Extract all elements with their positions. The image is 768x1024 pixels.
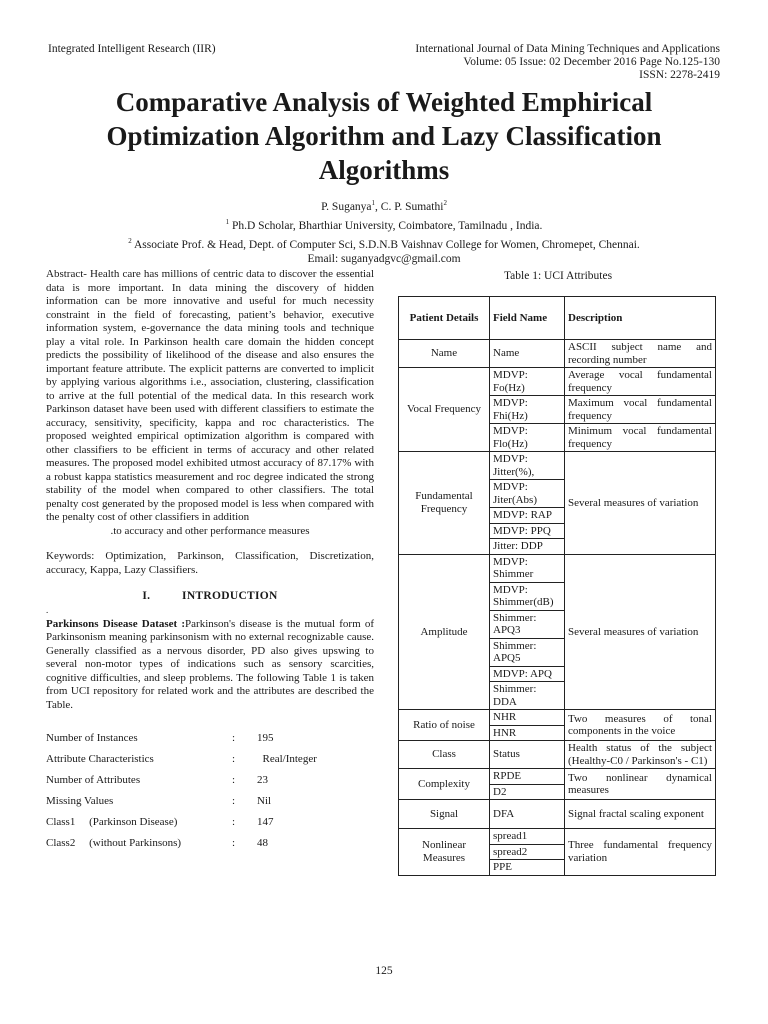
cell-patient-details: Signal xyxy=(399,800,490,829)
intro-paragraph xyxy=(46,618,374,713)
cell-patient-details: Complexity xyxy=(399,769,490,800)
cell-description: Three fundamental frequency variation xyxy=(565,829,716,876)
stat-colon: : xyxy=(232,774,236,786)
cell-field-name: Status xyxy=(490,741,565,769)
title-line: Comparative Analysis of Weighted Emphirical xyxy=(115,87,653,117)
cell-description: Maximum vocal fundamental frequency xyxy=(565,396,716,424)
cell-field-name: MDVP: Jiter(Abs) xyxy=(490,480,565,508)
cell-patient-details: Name xyxy=(399,340,490,368)
table-row xyxy=(399,829,716,845)
stat-label: Number of Attributes xyxy=(46,774,141,786)
cell-field-name: NHR xyxy=(490,710,565,726)
stat-row xyxy=(46,753,374,774)
cell-field-name: MDVP: PPQ xyxy=(490,523,565,539)
dataset-stats xyxy=(46,732,374,858)
stat-value: 23 xyxy=(257,774,268,786)
cell-field-name: MDVP: Fhi(Hz) xyxy=(490,396,565,424)
cell-field-name: MDVP: Fo(Hz) xyxy=(490,368,565,396)
cell-description: Two nonlinear dynamical measures xyxy=(565,769,716,800)
table-caption: Table 1: UCI Attributes xyxy=(503,270,613,282)
affiliation xyxy=(0,215,768,234)
author-names xyxy=(0,196,768,215)
cell-field-name: D2 xyxy=(490,784,565,800)
affiliation-marker: 2 xyxy=(128,236,132,245)
cell-field-name: Shimmer: APQ3 xyxy=(490,610,565,638)
stray-dot: . xyxy=(46,604,49,615)
cell-field-name: spread2 xyxy=(490,844,565,860)
journal-name: International Journal of Data Mining Techniques and Applications xyxy=(415,43,720,55)
cell-field-name: MDVP: Shimmer(dB) xyxy=(490,582,565,610)
cell-field-name: MDVP: APQ xyxy=(490,666,565,682)
affiliation-text: Ph.D Scholar, Bharthiar University, Coimbatore, Tamilnadu , India. xyxy=(229,219,543,232)
cell-field-name: MDVP: RAP xyxy=(490,508,565,524)
stat-label: Class2 (without Parkinsons) xyxy=(46,837,182,849)
cell-patient-details: Nonlinear Measures xyxy=(399,829,490,876)
paragraph-body: Parkinson's disease is the mutual form of Parkinsonism meaning parkinsonism with no external recognizable cause. Generally classified as a nervous disorder, PD also gives upswing to several non-motor types of indications such as sensory scarcities, cognitive difficulties, and sleep problems. The following Table 1 is taken from UCI repository for related work and the attributes are described the Table. xyxy=(46,617,374,711)
stat-colon: : xyxy=(232,753,236,765)
cell-field-name: RPDE xyxy=(490,769,565,785)
stat-colon: : xyxy=(232,816,236,828)
cell-field-name: Shimmer: DDA xyxy=(490,682,565,710)
cell-field-name: Name xyxy=(490,340,565,368)
cell-field-name: MDVP: Shimmer xyxy=(490,554,565,582)
cell-field-name: MDVP: Jitter(%), xyxy=(490,452,565,480)
page-number: 125 xyxy=(375,965,393,977)
cell-patient-details: Vocal Frequency xyxy=(399,368,490,452)
header-description: Description xyxy=(565,297,716,340)
affiliation-marker: 1 xyxy=(371,199,376,207)
author-name: P. Suganya xyxy=(321,200,372,213)
cell-description: Health status of the subject (Healthy-C0 / Parkinson's - C1) xyxy=(565,741,716,769)
table-row xyxy=(399,741,716,769)
abstract-text: Abstract- Health care has millions of centric data to discover the essential data is more important. In data mining the discovery of hidden information can be more innovative and useful for much necessity constraint in the field of forecasting, patient’s behavior, executive information system, e-governance the data mining tools and technique play a vital role. In Parkinson health care domain the hidden concept predicts the possibility of likelihood of the disease and also ensures the important feature attribute. The explicit patterns are converted to implicit by applying various algorithms i.e., association, clustering, classification to arrive at the full potential of the medical data. In this research work Parkinson dataset have been used with different classifiers to estimate the accuracy, sensitivity, specificity, kappa and roc characteristics. The proposed weighted empirical optimization algorithm is compared with other classifiers to be efficient in terms of accuracy and other related measures. The proposed model exhibited utmost accuracy of 87.17% with a robust kappa statistics measurement and roc degree indicated the strong stability of the model when compared to other classifiers. The total penalty cost generated by the proposed model is less when compared with the penalty cost of other classifiers in addition xyxy=(46,268,374,523)
keywords: Keywords: Optimization, Parkinson, Classification, Discretization, accuracy, Kappa, Lazy Classifiers. xyxy=(46,550,374,576)
cell-description: Minimum vocal fundamental frequency xyxy=(565,424,716,452)
cell-description: Two measures of tonal components in the voice xyxy=(565,710,716,741)
author-separator: , xyxy=(375,200,381,213)
journal-issn: ISSN: 2278-2419 xyxy=(639,69,720,81)
stat-row xyxy=(46,732,374,753)
paragraph-lead: Parkinsons Disease Dataset : xyxy=(46,617,186,630)
stat-colon: : xyxy=(232,837,236,849)
paper-title xyxy=(30,85,738,187)
stat-row xyxy=(46,816,374,837)
left-column xyxy=(46,268,374,858)
table-row xyxy=(399,368,716,396)
journal-info xyxy=(340,43,720,82)
table-row xyxy=(399,340,716,368)
stat-label: Attribute Characteristics xyxy=(46,753,154,765)
cell-field-name: Shimmer: APQ5 xyxy=(490,638,565,666)
cell-description: ASCII subject name and recording number xyxy=(565,340,716,368)
cell-field-name: spread1 xyxy=(490,829,565,845)
header-field-name: Field Name xyxy=(490,297,565,340)
stat-value: Nil xyxy=(257,795,272,807)
cell-field-name: PPE xyxy=(490,860,565,876)
cell-patient-details: Ratio of noise xyxy=(399,710,490,741)
stat-value: 48 xyxy=(257,837,268,849)
stat-value: 147 xyxy=(257,816,274,828)
table-row xyxy=(399,769,716,785)
affiliation-marker: 1 xyxy=(225,217,230,226)
journal-volume: Volume: 05 Issue: 02 December 2016 Page No.125-130 xyxy=(463,56,720,68)
stat-label: Class1 (Parkinson Disease) xyxy=(46,816,178,828)
cell-field-name: HNR xyxy=(490,725,565,741)
table-row xyxy=(399,452,716,480)
title-line: Optimization Algorithm and Lazy Classification xyxy=(106,121,662,151)
table-row xyxy=(399,710,716,726)
section-heading-introduction: I. INTRODUCTION xyxy=(142,590,278,602)
affiliation-text: Associate Prof. & Head, Dept. of Computer Sci, S.D.N.B Vaishnav College for Women, Chromepet, Chennai. xyxy=(131,238,640,251)
cell-patient-details: Fundamental Frequency xyxy=(399,452,490,555)
abstract-last-line: .to accuracy and other performance measures xyxy=(110,524,310,537)
cell-field-name: Jitter: DDP xyxy=(490,539,565,555)
title-line: Algorithms xyxy=(318,155,450,185)
table-row xyxy=(399,554,716,582)
cell-field-name: MDVP: Flo(Hz) xyxy=(490,424,565,452)
author-email: Email: suganyadgvc@gmail.com xyxy=(307,253,461,266)
stat-label: Number of Instances xyxy=(46,732,138,744)
author-name: C. P. Sumathi xyxy=(380,200,444,213)
table-row xyxy=(399,800,716,829)
cell-patient-details: Amplitude xyxy=(399,554,490,710)
cell-description: Several measures of variation xyxy=(565,554,716,710)
author-block xyxy=(0,196,768,267)
stat-row xyxy=(46,795,374,816)
uci-attributes-table xyxy=(398,296,716,876)
stat-value: 195 xyxy=(257,732,274,744)
cell-field-name: DFA xyxy=(490,800,565,829)
stat-row xyxy=(46,774,374,795)
cell-description: Average vocal fundamental frequency xyxy=(565,368,716,396)
journal-publisher: Integrated Intelligent Research (IIR) xyxy=(48,43,216,55)
cell-description: Several measures of variation xyxy=(565,452,716,555)
affiliation xyxy=(0,234,768,253)
affiliation-marker: 2 xyxy=(443,199,447,207)
header-patient-details: Patient Details xyxy=(399,297,490,340)
stat-label: Missing Values xyxy=(46,795,114,807)
cell-patient-details: Class xyxy=(399,741,490,769)
stat-colon: : xyxy=(232,732,236,744)
stat-row xyxy=(46,837,374,858)
stat-colon: : xyxy=(232,795,236,807)
table-header-row xyxy=(399,297,716,340)
cell-description: Signal fractal scaling exponent xyxy=(565,800,716,829)
stat-value: Real/Integer xyxy=(257,753,317,765)
